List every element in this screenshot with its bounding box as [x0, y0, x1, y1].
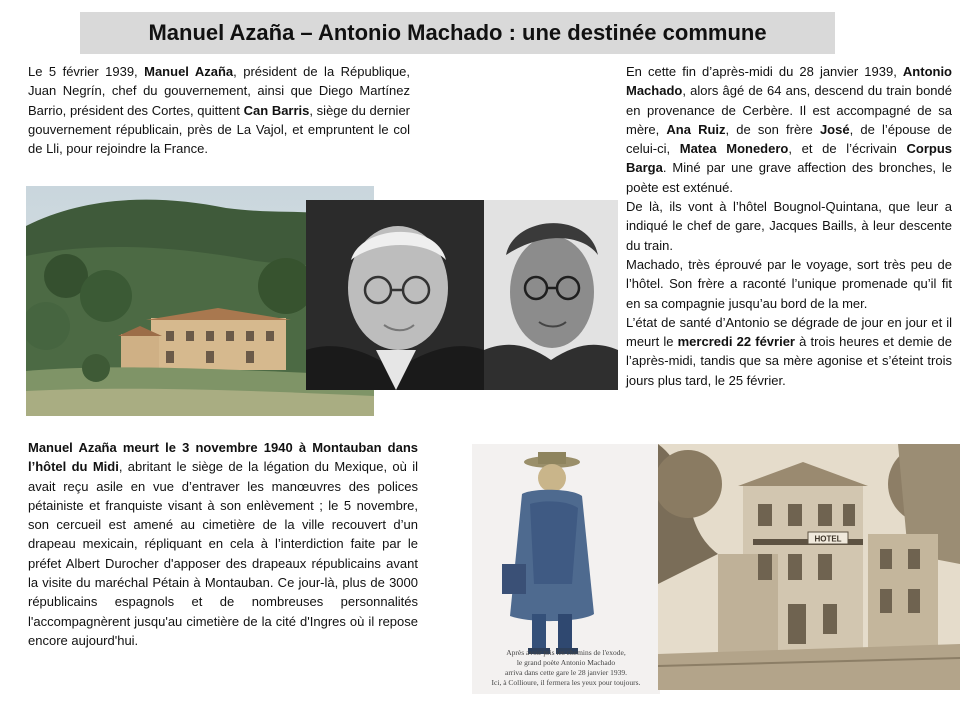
hotel-sign: HOTEL [814, 534, 842, 544]
bold-run: José [819, 121, 850, 137]
paragraph [626, 197, 952, 255]
text-run: De là, ils vont à l’hôtel Bougnol-Quintana, que leur a indiqué le chef de gare, Jacques Baills, à leur descente du train. [626, 199, 952, 253]
text-run: , abritant le siège de la légation du Mexique, où il avait reçu asile en vue d’entraver les manœuvres des polices pétainiste et franquiste visant à son enlèvement ; le 5 novembre, son cercueil est amené au cimetière de la ville recouvert d’un drapeau mexicain, répliquant en cela à l’interdiction faite par le préfet Albert Durocher d'apposer des drapeaux républicains avant la visite du maréchal Pétain à Montauban. Ce jour-là, plus de 3000 républicains espagnols et de nombreuses personnalités l'accompagnèrent jusqu'au cimetière de la cité d'Ingres où il repose encore aujourd'hui. [28, 459, 418, 648]
bold-run: Ana Ruiz [666, 121, 726, 137]
text-run: , siège du dernier gouvernement républicain, près de La Vajol, et empruntent le col de Lli, pour rejoindre la France. [28, 102, 411, 157]
bold-run: Can Barris [243, 102, 310, 118]
azana-departure-text [28, 62, 410, 158]
paragraph [626, 62, 952, 197]
text-run: , de l’épouse de celui-ci, [626, 121, 952, 157]
machado-portrait-image [484, 200, 618, 390]
text-run: , alors âgé de 64 ans, descend du train bondé en provenance de Cerbère. Il est accompagné de sa mère, [626, 83, 952, 137]
hotel-bougnol-quintana-photo [658, 444, 960, 690]
plaque-caption [478, 648, 654, 688]
azana-portrait-image [306, 200, 484, 390]
text-run: , de son frère [725, 121, 820, 137]
machado-portrait [484, 200, 618, 390]
bold-run: Manuel Azaña meurt le 3 novembre 1940 à Montauban dans l’hôtel du Midi [28, 440, 418, 475]
paragraph [626, 313, 952, 390]
bold-run: Antonio Machado [626, 64, 952, 99]
text-run: Le 5 février 1939, [28, 64, 145, 79]
bold-run: Manuel Azaña [144, 64, 234, 79]
bold-run: mercredi 22 février [677, 334, 795, 350]
machado-arrival-text [626, 62, 952, 390]
page-title: Manuel Azaña – Antonio Machado : une destinée commune [148, 20, 767, 45]
bold-run: Corpus Barga [626, 141, 952, 176]
text-run: . Miné par une grave affection des bronches, le poète est exténué. [626, 160, 952, 195]
text-run: En cette fin d’après-midi du 28 janvier 1939, [626, 64, 903, 79]
text-run: Machado, très éprouvé par le voyage, sort très peu de l’hôtel. Son frère a raconté l’unique promenade qu’il fit en sa compagnie jusqu’au bord de la mer. [626, 256, 952, 311]
azana-portrait [306, 200, 484, 390]
bold-run: Matea Monedero [679, 141, 789, 157]
machado-memorial-plaque [472, 444, 660, 694]
text-run: , et de l’écrivain [788, 141, 907, 157]
caption-line: Ici, à Collioure, il fermera les yeux pour toujours. [491, 678, 641, 687]
caption-line: arriva dans cette gare le 28 janvier 1939. [504, 668, 628, 677]
text-run: L’état de santé d’Antonio se dégrade de jour en jour et il meurt le [626, 314, 952, 350]
text-run: , président de la République, Juan Negrín, chef du gouvernement, ainsi que Diego Martínez Barrio, président des Cortes, quittent [28, 64, 411, 118]
text-run: à trois heures et demie de l’après-midi, tandis que sa mère agonise et s’éteint trois jours plus tard, le 25 février. [626, 334, 953, 388]
paragraph [626, 255, 952, 313]
caption-line: le grand poète Antonio Machado [516, 658, 616, 667]
azana-death-text [28, 438, 418, 650]
caption-line: Après avoir pris les chemins de l'exode, [506, 648, 626, 657]
title-banner [80, 12, 835, 54]
hotel-street-image [658, 444, 960, 690]
